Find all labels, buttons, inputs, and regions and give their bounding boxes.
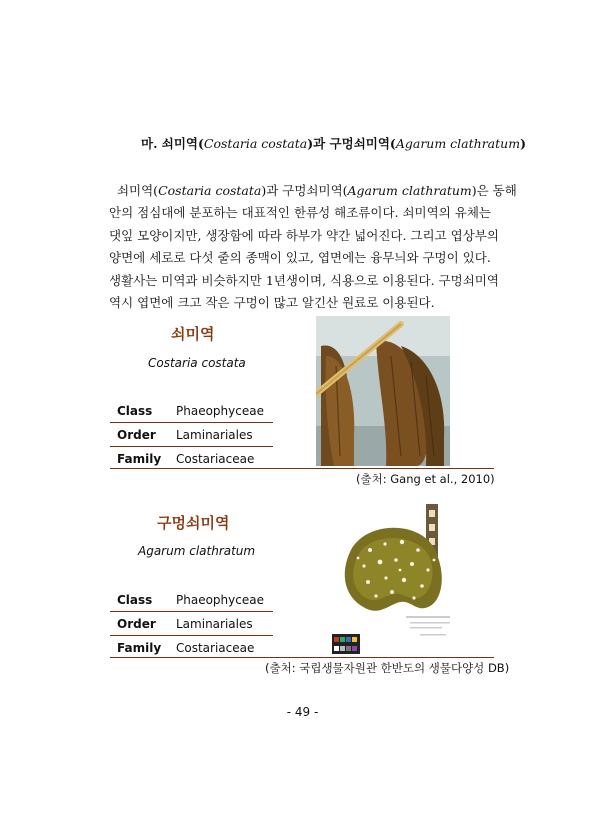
heading-sci-name-2: Agarum clathratum [395, 136, 521, 151]
paragraph-line-1: 쇠미역(Costaria costata)과 구멍쇠미역(Agarum clathratum)은 동해 [116, 183, 517, 198]
paragraph-line-2: 안의 점심대에 분포하는 대표적인 한류성 해조류이다. 쇠미역의 유체는 [109, 205, 491, 221]
species1-credit: (출처: Gang et al., 2010) [356, 472, 495, 486]
section-heading [141, 134, 526, 152]
species2-divider [110, 657, 494, 658]
species2-credit: (출처: 국립생물자원관 한반도의 생물다양성 DB) [265, 661, 510, 675]
heading-mid: )과 구멍쇠미역( [307, 136, 396, 151]
species2-scientific-name: Agarum clathratum [138, 544, 256, 558]
taxonomy-row: Class Phaeophyceae [110, 588, 273, 612]
paragraph-line-5: 생활사는 미역과 비슷하지만 1년생이며, 식용으로 이용된다. 구멍쇠미역 [109, 272, 499, 288]
costaria-photo [316, 316, 450, 466]
heading-sci-name-1: Costaria costata [203, 136, 308, 151]
species1-taxonomy-table [110, 399, 273, 470]
paragraph-line-6: 역시 엽면에 크고 작은 구멍이 많고 알긴산 원료로 이용된다. [109, 295, 435, 311]
heading-suffix: ) [520, 136, 526, 151]
taxonomy-row: Order Laminariales [110, 423, 273, 447]
taxonomy-row: Family Costariaceae [117, 452, 255, 466]
species1-scientific-name: Costaria costata [148, 356, 246, 370]
species2-title: 구멍쇠미역 [157, 514, 230, 532]
taxonomy-row: Order Laminariales [110, 612, 273, 636]
taxonomy-row: Class Phaeophyceae [110, 399, 273, 423]
body-paragraph [109, 180, 517, 314]
paragraph-line-3: 댓잎 모양이지만, 생장함에 따라 하부가 약간 넓어진다. 그리고 엽상부의 [109, 227, 499, 243]
heading-prefix: 마. 쇠미역( [141, 136, 204, 151]
species1-title: 쇠미역 [171, 325, 215, 343]
species2-taxonomy-table [110, 588, 273, 659]
taxonomy-row: Family Costariaceae [117, 641, 255, 655]
page-number: - 49 - [286, 705, 319, 719]
paragraph-line-4: 양면에 세로로 다섯 줄의 종맥이 있고, 엽면에는 융무늬와 구멍이 있다. [109, 250, 491, 266]
agarum-specimen-photo [330, 500, 464, 657]
species1-divider [110, 468, 494, 469]
